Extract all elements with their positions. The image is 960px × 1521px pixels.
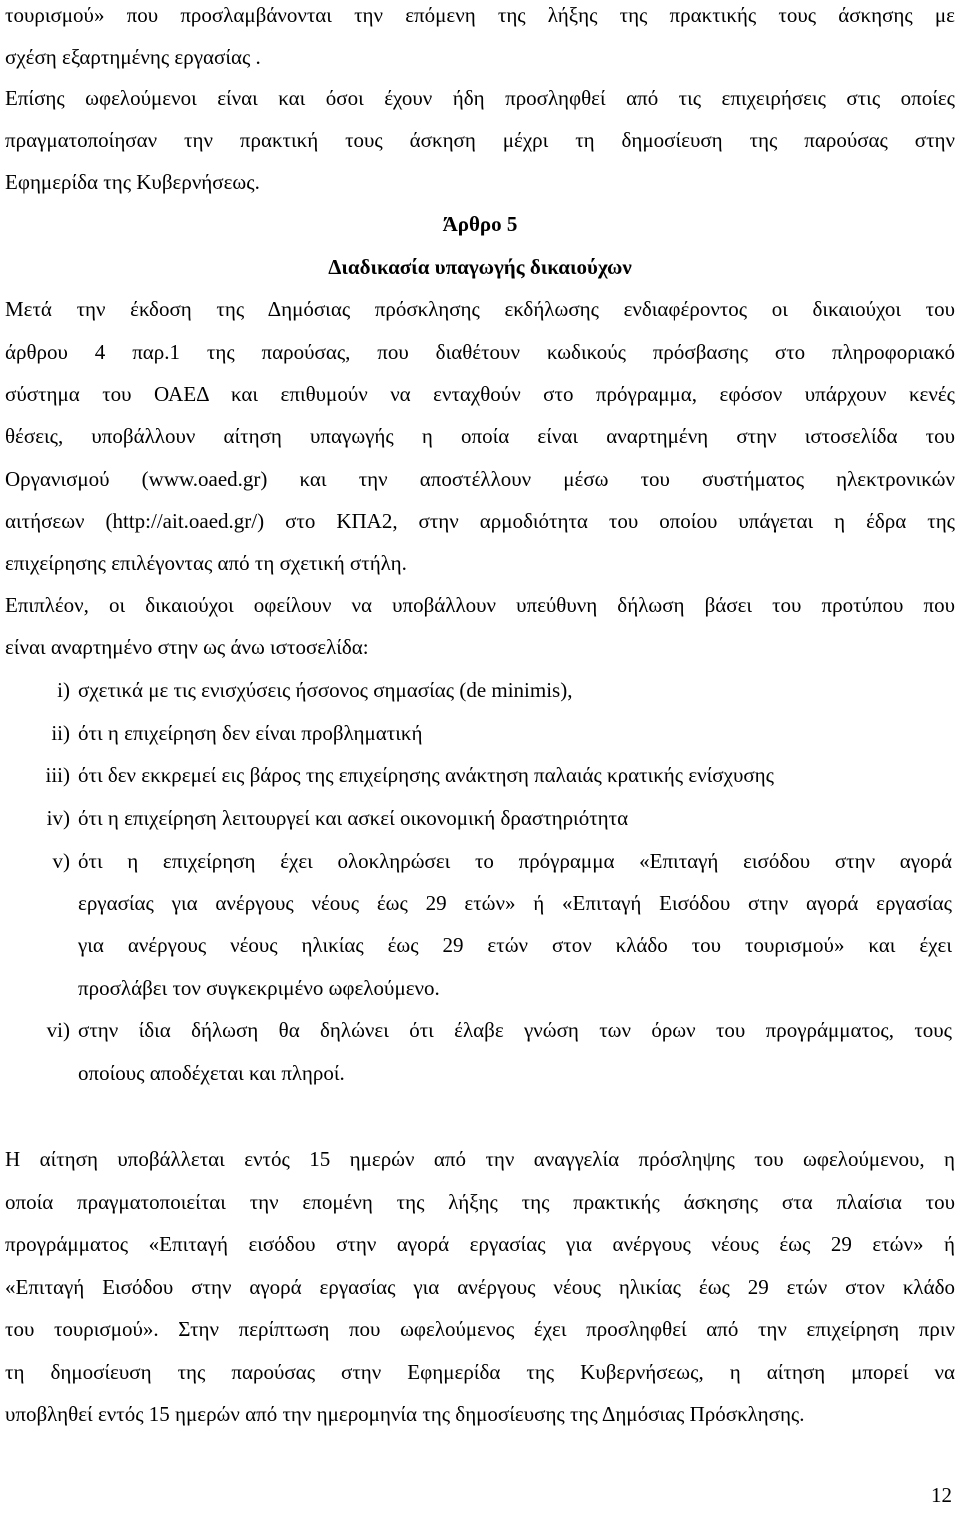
- list-item-text: σχετικά με τις ενισχύσεις ήσσονος σημασίας (de minimis),: [78, 678, 573, 702]
- para1-line-5: Οργανισμού (www.oaed.gr) και την αποστέλλουν μέσω του συστήματος ηλεκτρονικών: [5, 467, 955, 491]
- para1-line-2: άρθρου 4 παρ.1 της παρούσας, που διαθέτουν κωδικούς πρόσβασης στο πληροφοριακό: [5, 340, 955, 364]
- list-item-number: i): [57, 678, 70, 702]
- list-item-text: στην ίδια δήλωση θα δηλώνει ότι έλαβε γνώση των όρων του προγράμματος, τους: [78, 1018, 952, 1042]
- para3-line-5: του τουρισμού». Στην περίπτωση που ωφελούμενος έχει προσληφθεί από την επιχείρηση πριν: [5, 1317, 955, 1341]
- intro-line-4: πραγματοποίησαν την πρακτική τους άσκηση μέχρι τη δημοσίευση της παρούσας στην: [5, 128, 955, 152]
- intro-line-5: Εφημερίδα της Κυβερνήσεως.: [5, 170, 260, 194]
- intro-line-3: Επίσης ωφελούμενοι είναι και όσοι έχουν ήδη προσληφθεί από τις επιχειρήσεις στις οποίες: [5, 86, 955, 110]
- para3-line-3: προγράμματος «Επιταγή εισόδου στην αγορά εργασίας για ανέργους νέους έως 29 ετών» ή: [5, 1232, 955, 1256]
- intro-line-1: τουρισμού» που προσλαμβάνονται την επόμενη της λήξης της πρακτικής τους άσκησης με: [5, 3, 955, 27]
- list-item-text: ότι δεν εκκρεμεί εις βάρος της επιχείρησης ανάκτηση παλαιάς κρατικής ενίσχυσης: [78, 763, 774, 787]
- page-number: 12: [931, 1483, 952, 1507]
- article-number: Άρθρο 5: [442, 212, 518, 236]
- para1-line-1: Μετά την έκδοση της Δημόσιας πρόσκλησης εκδήλωσης ενδιαφέροντος οι δικαιούχοι του: [5, 297, 955, 321]
- list-item-number: iii): [45, 763, 70, 787]
- list-item-text: ότι η επιχείρηση έχει ολοκληρώσει το πρόγραμμα «Επιταγή εισόδου στην αγορά: [78, 849, 952, 873]
- para3-line-4: «Επιταγή Εισόδου στην αγορά εργασίας για ανέργους νέους ηλικίας έως 29 ετών στον κλάδο: [5, 1275, 955, 1299]
- article-title: Διαδικασία υπαγωγής δικαιούχων: [328, 255, 632, 279]
- list-item-number: iv): [46, 806, 70, 830]
- intro-line-2: σχέση εξαρτημένης εργασίας .: [5, 45, 261, 69]
- list-item-text: ότι η επιχείρηση δεν είναι προβληματική: [78, 721, 423, 745]
- para2-line-2: είναι αναρτημένο στην ως άνω ιστοσελίδα:: [5, 635, 369, 659]
- list-item-text: για ανέργους νέους ηλικίας έως 29 ετών στον κλάδο του τουρισμού» και έχει: [78, 933, 952, 957]
- para1-line-3: σύστημα του ΟΑΕΔ και επιθυμούν να ενταχθούν στο πρόγραμμα, εφόσον υπάρχουν κενές: [5, 382, 955, 406]
- para1-line-4: θέσεις, υποβάλλουν αίτηση υπαγωγής η οποία είναι αναρτημένη στην ιστοσελίδα του: [5, 424, 955, 448]
- list-item-number: v): [52, 849, 70, 873]
- para3-line-7: υποβληθεί εντός 15 ημερών από την ημερομηνία της δημοσίευσης της Δημόσιας Πρόσκλησης.: [5, 1402, 805, 1426]
- list-item-text: οποίους αποδέχεται και πληροί.: [78, 1061, 345, 1085]
- list-item-text: εργασίας για ανέργους νέους έως 29 ετών» ή «Επιταγή Εισόδου στην αγορά εργασίας: [78, 891, 952, 915]
- list-item-text: ότι η επιχείρηση λειτουργεί και ασκεί οικονομική δραστηριότητα: [78, 806, 629, 830]
- para3-line-1: Η αίτηση υποβάλλεται εντός 15 ημερών από την αναγγελία πρόσληψης του ωφελούμενου, η: [5, 1147, 955, 1171]
- list-item-number: ii): [51, 721, 70, 745]
- para1-line-6: αιτήσεων (http://ait.oaed.gr/) στο ΚΠΑ2, στην αρμοδιότητα του οποίου υπάγεται η έδρα της: [5, 509, 955, 533]
- list-item-number: vi): [46, 1018, 70, 1042]
- para1-line-7: επιχείρησης επιλέγοντας από τη σχετική στήλη.: [5, 551, 407, 575]
- para3-line-2: οποία πραγματοποιείται την επομένη της λήξης της πρακτικής άσκησης στα πλαίσια του: [5, 1190, 955, 1214]
- list-item-text: προσλάβει τον συγκεκριμένο ωφελούμενο.: [78, 976, 440, 1000]
- para2-line-1: Επιπλέον, οι δικαιούχοι οφείλουν να υποβάλλουν υπεύθυνη δήλωση βάσει του προτύπου που: [5, 593, 955, 617]
- para3-line-6: τη δημοσίευση της παρούσας στην Εφημερίδα της Κυβερνήσεως, η αίτηση μπορεί να: [5, 1360, 955, 1384]
